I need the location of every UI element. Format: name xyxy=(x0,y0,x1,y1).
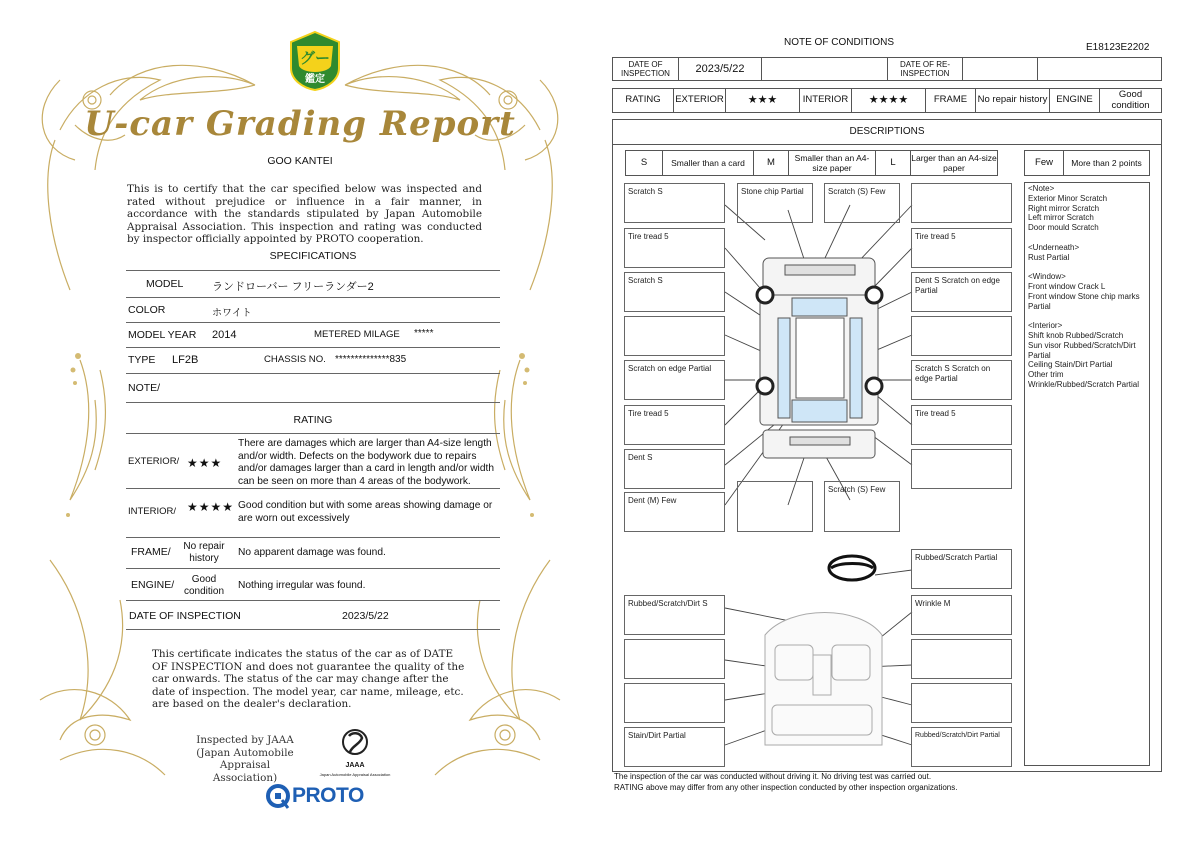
legend-l: L xyxy=(875,150,911,176)
divider xyxy=(126,600,500,601)
jaaa-logo-subtext: Japan Automobile Appraisal Association xyxy=(319,772,391,777)
interior-label: INTERIOR xyxy=(799,88,852,113)
desc-box-left-8: Dent (M) Few xyxy=(624,492,725,532)
desc-box-left-1: Scratch S xyxy=(624,183,725,223)
legend-s-desc: Smaller than a card xyxy=(662,150,754,176)
desc-box-left-2: Tire tread 5 xyxy=(624,228,725,268)
footer-note-2: RATING above may differ from any other inspection conducted by other inspection organizations. xyxy=(614,783,958,792)
legend-few: Few xyxy=(1024,150,1064,176)
desc-box-right-4 xyxy=(911,316,1012,356)
svg-text:グー: グー xyxy=(299,49,331,67)
desc-box-left-5: Scratch on edge Partial xyxy=(624,360,725,400)
desc-box-right-2: Tire tread 5 xyxy=(911,228,1012,268)
exterior-label: EXTERIOR/ xyxy=(128,456,180,467)
mileage-label: METERED MILAGE xyxy=(314,329,400,340)
desc-box-interior-left-1: Rubbed/Scratch/Dirt S xyxy=(624,595,725,635)
legend-m-desc: Smaller than an A4-size paper xyxy=(788,150,876,176)
rating-heading: RATING xyxy=(293,414,333,426)
rating-label: RATING xyxy=(612,88,674,113)
color-label: COLOR xyxy=(128,304,166,316)
engine-value: Good condition xyxy=(183,574,225,597)
exterior-description: There are damages which are larger than A4-size length and/or width. Defects on the bodywork due to repairs and/or damages larger than a card in length and/or width can be seen on more than 4 areas of the bodywork. xyxy=(238,438,494,487)
desc-box-left-6: Tire tread 5 xyxy=(624,405,725,445)
desc-box-interior-left-2 xyxy=(624,639,725,679)
divider xyxy=(126,537,500,538)
divider xyxy=(126,488,500,489)
desc-box-bottom-2 xyxy=(737,481,813,532)
model-year-label: MODEL YEAR xyxy=(128,329,197,341)
proto-logo-text: PROTO xyxy=(292,784,364,807)
report-subtitle: GOO KANTEI xyxy=(267,155,333,167)
frame-value: No repair history xyxy=(975,88,1050,113)
engine-label: ENGINE/ xyxy=(131,579,175,591)
interior-label: INTERIOR/ xyxy=(128,506,177,517)
model-year-value: 2014 xyxy=(212,329,237,341)
type-value: LF2B xyxy=(172,354,199,366)
note-label: NOTE/ xyxy=(128,382,161,394)
divider xyxy=(126,347,500,348)
inspection-date-label: DATE OF INSPECTION xyxy=(612,57,679,81)
legend-few-desc: More than 2 points xyxy=(1063,150,1150,176)
engine-description: Nothing irregular was found. xyxy=(238,580,366,591)
desc-box-left-3: Scratch S xyxy=(624,272,725,312)
desc-box-interior-right-2 xyxy=(911,639,1012,679)
interior-description: Good condition but with some areas showing damage or are worn out excessively xyxy=(238,500,493,524)
desc-box-interior-left-4: Stain/Dirt Partial xyxy=(624,727,725,767)
desc-box-interior-right-3 xyxy=(911,683,1012,723)
jaaa-logo-icon xyxy=(340,726,370,762)
interior-stars: ★★★★ xyxy=(187,500,235,514)
inspection-date-label: DATE OF INSPECTION xyxy=(129,610,241,622)
divider xyxy=(126,568,500,569)
report-code: E18123E2202 xyxy=(1086,42,1150,53)
desc-box-bottom-3: Scratch (S) Few xyxy=(824,481,900,532)
type-label: TYPE xyxy=(128,354,156,366)
chassis-label: CHASSIS NO. xyxy=(264,354,326,365)
divider xyxy=(126,629,500,630)
interior-stars: ★★★★ xyxy=(851,88,926,113)
note-of-conditions xyxy=(600,0,1200,848)
jaaa-logo-text: JAAA xyxy=(345,762,365,769)
desc-box-left-4 xyxy=(624,316,725,356)
legend-s: S xyxy=(625,150,663,176)
divider xyxy=(126,433,500,434)
model-label: MODEL xyxy=(146,278,184,290)
mileage-value: ***** xyxy=(414,328,434,339)
svg-text:鑑定: 鑑定 xyxy=(305,74,325,85)
exterior-stars: ★★★ xyxy=(187,456,223,470)
notes-text: <Note> Exterior Minor Scratch Right mirror Scratch Left mirror Scratch Door mould Scratch <Underneath> Rust Partial <Window> Front window Crack L Front window Stone chip marks Partial <Interior> Shift knob Rubbed/Scratch Sun visor Rubbed/Scratch/Dirt Partial Ceiling Stain/Dirt Partial Other trim Wrinkle/Rubbed/Scratch Partial xyxy=(1028,184,1140,389)
disclaimer: This certificate indicates the status of the car as of DATE OF INSPECTION and does not guarantee the quality of the car onwards. The status of the car may change after the date of inspection. The model year, car name, mileage, etc. are based on the dealer's declaration. xyxy=(152,648,465,711)
divider xyxy=(126,322,500,323)
exterior-label: EXTERIOR xyxy=(673,88,726,113)
desc-box-right-5: Scratch S Scratch on edge Partial xyxy=(911,360,1012,400)
frame-value: No repair history xyxy=(183,541,225,564)
goo-kantei-badge-icon xyxy=(287,30,343,92)
divider xyxy=(126,402,500,403)
conditions-title: NOTE OF CONDITIONS xyxy=(784,37,894,48)
footer-note-1: The inspection of the car was conducted without driving it. No driving test was carried out. xyxy=(614,772,932,781)
frame-description: No apparent damage was found. xyxy=(238,547,386,558)
desc-box-top-3: Scratch (S) Few xyxy=(824,183,900,223)
chassis-value: **************835 xyxy=(335,354,407,365)
desc-box-interior-left-3 xyxy=(624,683,725,723)
specifications-heading: SPECIFICATIONS xyxy=(269,250,357,262)
inspection-date-value: 2023/5/22 xyxy=(342,610,389,622)
model-value: ランドローバー フリーランダー2 xyxy=(212,281,374,293)
proto-logo-icon xyxy=(266,784,292,810)
engine-value: Good condition xyxy=(1099,88,1162,113)
desc-box-left-7: Dent S xyxy=(624,449,725,489)
descriptions-heading: DESCRIPTIONS xyxy=(612,119,1162,145)
inspection-date-value: 2023/5/22 xyxy=(678,57,762,81)
legend-l-desc: Larger than an A4-size paper xyxy=(910,150,998,176)
legend-m: M xyxy=(753,150,789,176)
report-title: U-car Grading Report xyxy=(84,104,516,144)
desc-box-right-6: Tire tread 5 xyxy=(911,405,1012,445)
divider xyxy=(126,373,500,374)
desc-box-interior-right-4: Rubbed/Scratch/Dirt Partial xyxy=(911,727,1012,767)
reinspection-date-label: DATE OF RE-INSPECTION xyxy=(887,57,963,81)
desc-box-interior-right-1: Wrinkle M xyxy=(911,595,1012,635)
inspected-by: Inspected by JAAA (Japan Automobile Appraisal Association) xyxy=(196,734,294,784)
certification-statement: This is to certify that the car specified below was inspected and rated without prejudice or influence in a fair manner, in accordance with the standards stipulated by Japan Automobile Appraisal Association. This inspection and rating was conducted by inspector officially appointed by PROTO cooperation. xyxy=(127,183,482,246)
engine-label: ENGINE xyxy=(1049,88,1100,113)
desc-box-right-7 xyxy=(911,449,1012,489)
divider xyxy=(126,297,500,298)
frame-label: FRAME/ xyxy=(131,546,171,558)
desc-box-top-4 xyxy=(911,183,1012,223)
desc-box-steering: Rubbed/Scratch Partial xyxy=(911,549,1012,589)
exterior-stars: ★★★ xyxy=(725,88,800,113)
desc-box-right-3: Dent S Scratch on edge Partial xyxy=(911,272,1012,312)
desc-box-top-2: Stone chip Partial xyxy=(737,183,813,223)
frame-label: FRAME xyxy=(925,88,976,113)
color-value: ホワイト xyxy=(212,308,252,319)
divider xyxy=(126,270,500,271)
